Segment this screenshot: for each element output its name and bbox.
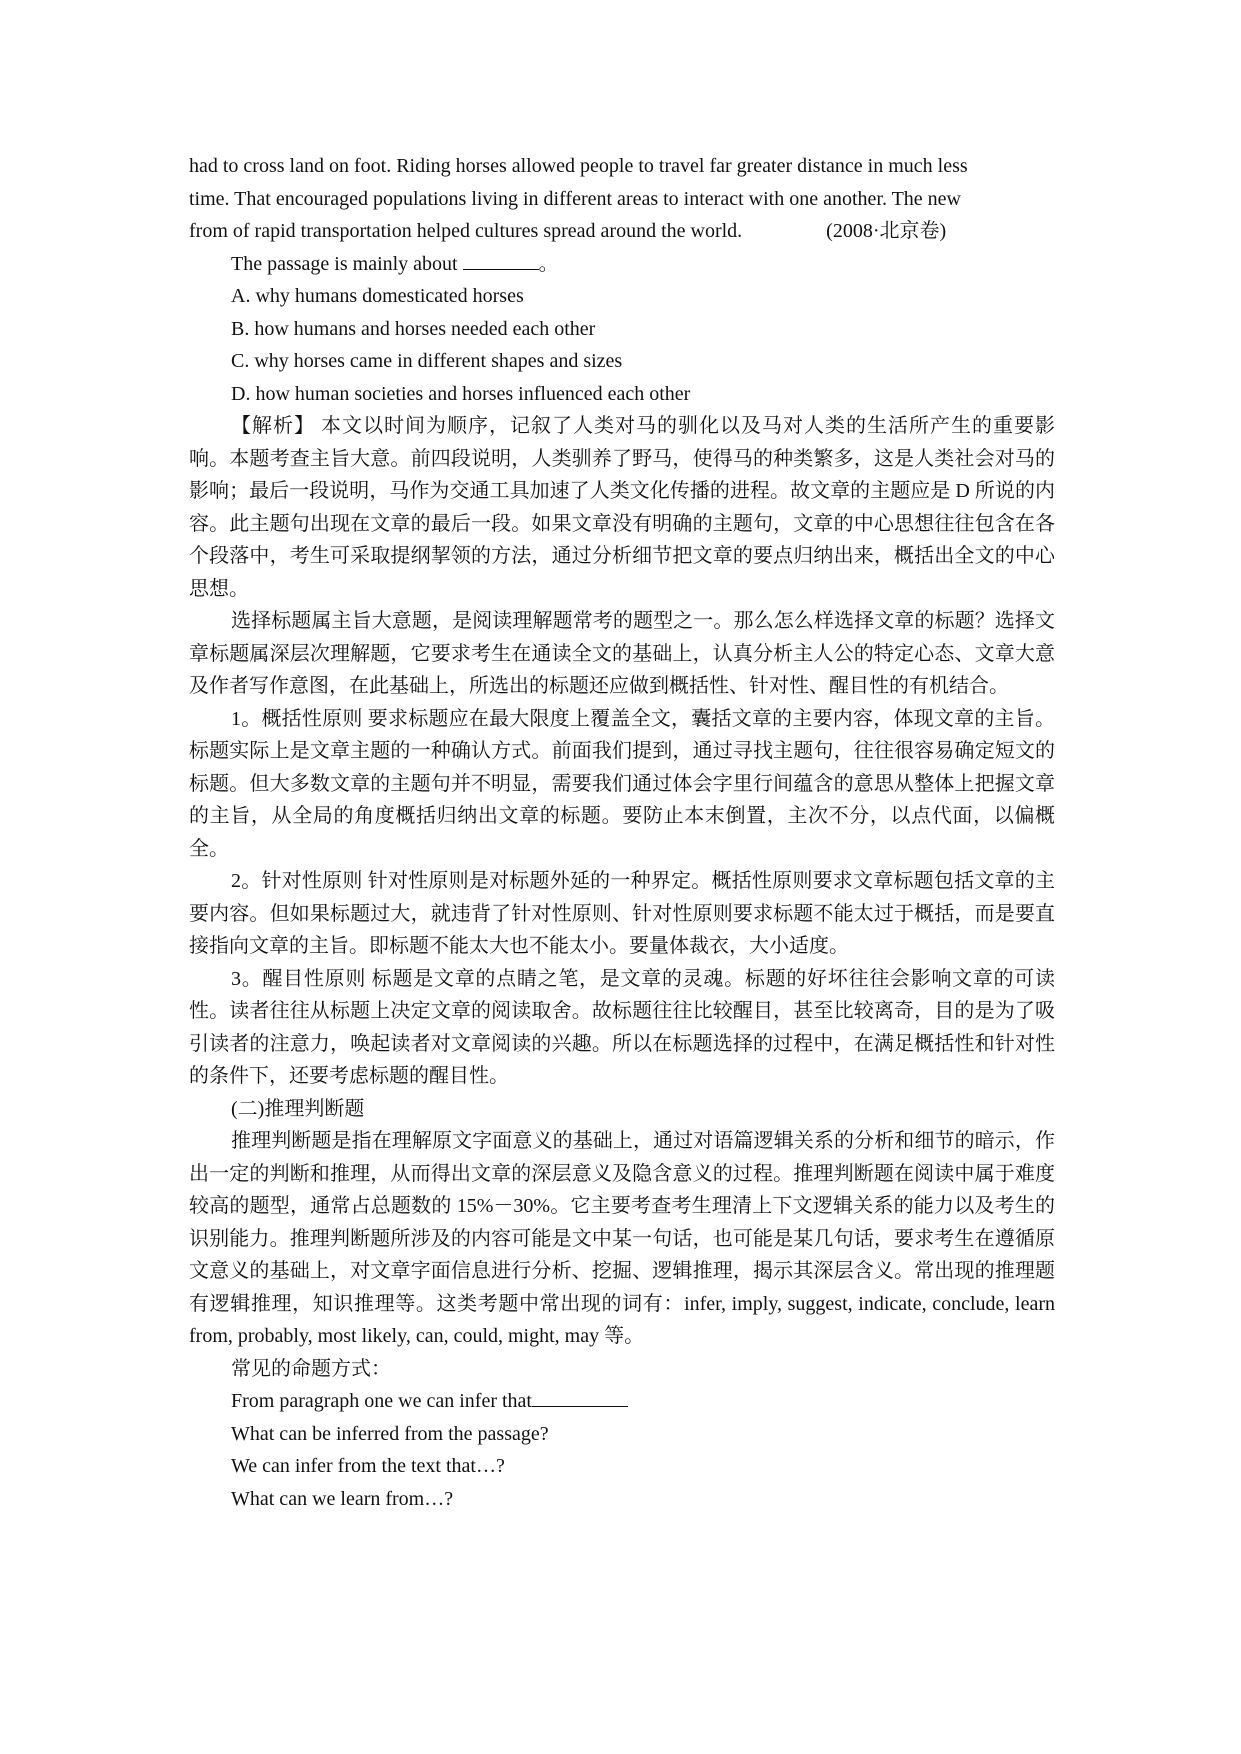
analysis-paragraph: 【解析】 本文以时间为顺序，记叙了人类对马的驯化以及马对人类的生活所产生的重要影响。本题考查主旨大意。前四段说明，人类驯养了野马，使得马的种类繁多，这是人类社会对马的影响；最后一段说明，马作为交通工具加速了人类文化传播的进程。故文章的主题应是 D 所说的内容。此主题句出现在文章的最后一段。如果文章没有明确的主题句，文章的中心思想往往包含在各个段落中，考生可采取提纲挈领的方法，通过分析细节把文章的要点归纳出来，概括出全文的中心思想。: [189, 415, 1055, 600]
passage-source: (2008·北京卷): [826, 220, 947, 242]
section-heading: (二)推理判断题: [231, 1097, 365, 1120]
passage-line: had to cross land on foot. Riding horses allowed people to travel far greater distance in much less: [189, 155, 968, 177]
option-b: B. how humans and horses needed each other: [231, 317, 596, 340]
option-d: D. how human societies and horses influenced each other: [231, 382, 691, 405]
option-c: C. why horses came in different shapes and sizes: [231, 350, 623, 372]
pattern-item: We can infer from the text that…?: [231, 1455, 505, 1477]
title-intro-paragraph: 选择标题属主旨大意题，是阅读理解题常考的题型之一。那么怎么样选择文章的标题？选择文章标题属深层次理解题，它要求考生在通读全文的基础上，认真分析主人公的特定心态、文章大意及作者写作意图，在此基础上，所选出的标题还应做到概括性、针对性、醒目性的有机结合。: [189, 610, 1055, 697]
passage-last-line: [189, 215, 1055, 248]
question-stem: The passage is mainly about 。: [189, 248, 1055, 281]
pattern-blank: [532, 1386, 628, 1407]
pattern-item: From paragraph one we can infer that: [189, 1385, 1055, 1418]
document-body: [189, 150, 1055, 1515]
pattern-item: What can be inferred from the passage?: [231, 1422, 549, 1445]
common-patterns-label: 常见的命题方式：: [231, 1357, 391, 1380]
answer-blank: [463, 249, 539, 270]
pattern-item: What can we learn from…?: [231, 1487, 454, 1510]
principle-generality: 1。概括性原则 要求标题应在最大限度上覆盖全文，囊括文章的主要内容，体现文章的主旨。标题实际上是文章主题的一种确认方式。前面我们提到，通过寻找主题句，往往很容易确定短文的标题。但大多数文章的主题句并不明显，需要我们通过体会字里行间蕴含的意思从整体上把握文章的主旨，从全局的角度概括归纳出文章的标题。要防止本末倒置，主次不分，以点代面，以偏概全。: [189, 707, 1055, 860]
option-a: A. why humans domesticated horses: [231, 285, 524, 307]
passage-line: from of rapid transportation helped cultures spread around the world.: [189, 220, 743, 242]
inference-intro-paragraph: 推理判断题是指在理解原文字面意义的基础上，通过对语篇逻辑关系的分析和细节的暗示，作出一定的判断和推理，从而得出文章的深层意义及隐含意义的过程。推理判断题在阅读中属于难度较高的题型，通常占总题数的 15%－30%。它主要考查考生理清上下文逻辑关系的能力以及考生的识别能力。推理判断题所涉及的内容可能是文中某一句话，也可能是某几句话，要求考生在遵循原文意义的基础上，对文章字面信息进行分析、挖掘、逻辑推理，揭示其深层含义。常出现的推理题有逻辑推理，知识推理等。这类考题中常出现的词有：infer, imply, suggest, indicate, conclude, learn from, probably, most likely, can, could, might, may 等。: [189, 1130, 1055, 1347]
principle-eye-catching: 3。醒目性原则 标题是文章的点睛之笔，是文章的灵魂。标题的好坏往往会影响文章的可读性。读者往往从标题上决定文章的阅读取舍。故标题往往比较醒目，甚至比较离奇，目的是为了吸引读者的注意力，唤起读者对文章阅读的兴趣。所以在标题选择的过程中，在满足概括性和针对性的条件下，还要考虑标题的醒目性。: [189, 967, 1055, 1087]
passage-line: time. That encouraged populations living in different areas to interact with one another. The new: [189, 187, 961, 210]
principle-specificity: 2。针对性原则 针对性原则是对标题外延的一种界定。概括性原则要求文章标题包括文章的主要内容。但如果标题过大，就违背了针对性原则、针对性原则要求标题不能太过于概括，而是要直接指向文章的主旨。即标题不能太大也不能太小。要量体裁衣，大小适度。: [189, 870, 1055, 957]
